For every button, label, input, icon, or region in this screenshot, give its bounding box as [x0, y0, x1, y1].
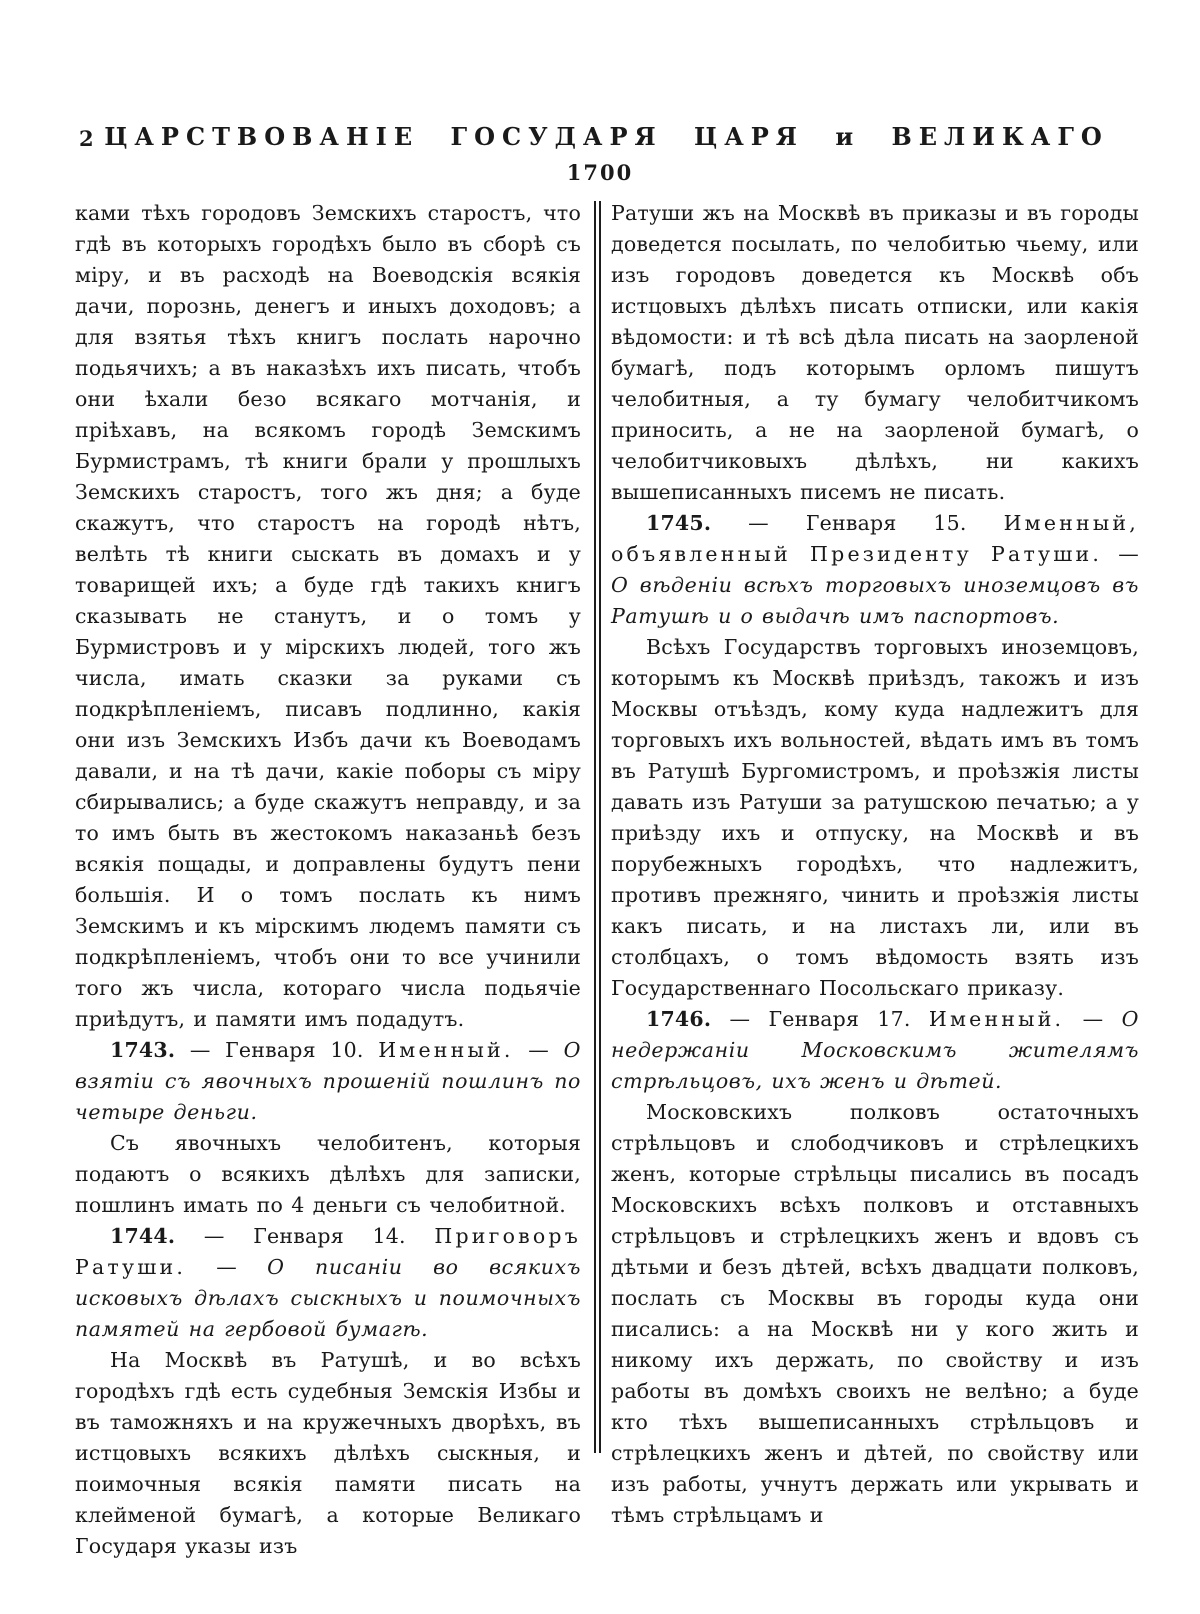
column-divider [594, 201, 601, 1453]
text-run-italic: О вѣденіи всѣхъ торговыхъ иноземцовъ въ Ратушѣ и о выдачѣ имъ паспортовъ. [611, 573, 1139, 628]
text-run-normal: — [186, 1255, 268, 1279]
paragraph [75, 1221, 581, 1345]
paragraph [75, 1345, 581, 1562]
text-run-normal: — Генваря 15. [711, 511, 1004, 535]
paragraph [75, 198, 581, 1035]
paragraph [75, 1128, 581, 1221]
text-run-normal: — Генваря 10. [175, 1038, 379, 1062]
text-run-bold: 1744. [110, 1224, 176, 1248]
text-run-spaced: Приговоръ Ратуши. [75, 1224, 581, 1279]
left-column [75, 198, 581, 1562]
text-run-normal: — [1102, 542, 1139, 566]
right-column [611, 198, 1139, 1531]
text-run-bold: 1743. [110, 1038, 176, 1062]
running-title: ЦАРСТВОВАНІЕ ГОСУДАРЯ ЦАРЯ и ВЕЛИКАГО [104, 122, 1109, 151]
text-run-normal: — Генваря 17. [711, 1007, 929, 1031]
text-run-normal: — [513, 1038, 564, 1062]
text-run-bold: 1745. [646, 511, 712, 535]
text-run-spaced: Именный. [928, 1007, 1065, 1031]
paragraph [611, 1097, 1139, 1531]
paragraph [611, 1004, 1139, 1097]
text-run-normal: Московскихъ полковъ остаточныхъ стрѣльцовъ и слободчиковъ и стрѣлецкихъ женъ, которые стрѣльцы писались въ посадъ Московскихъ всѣхъ полковъ и отставныхъ стрѣльцовъ и стрѣлецкихъ женъ и вдовъ съ дѣтьми и безъ дѣтей, всѣхъ двадцати полковъ, послать съ Москвы въ городы куда они писались: а на Москвѣ ни у кого жить и никому ихъ держать, по свойству и изъ работы въ домѣхъ своихъ не велѣно; а буде кто тѣхъ вышеписанныхъ стрѣльцовъ и стрѣлецкихъ женъ и дѣтей, по свойству или изъ работы, учнутъ держать или укрывать и тѣмъ стрѣльцамъ и [611, 1100, 1139, 1527]
paragraph [75, 1035, 581, 1128]
text-run-spaced: Именный, объявленный Президенту Ратуши. [611, 511, 1139, 566]
year-heading: 1700 [566, 160, 634, 185]
text-run-spaced: Именный. [378, 1038, 514, 1062]
text-run-italic: О взятіи съ явочныхъ прошеній пошлинъ по четыре деньги. [75, 1038, 581, 1124]
paragraph [611, 632, 1139, 1004]
text-run-italic: О недержаніи Московскимъ жителямъ стрѣльцовъ, ихъ женъ и дѣтей. [611, 1007, 1139, 1093]
page-number: 2 [79, 126, 95, 151]
paragraph [611, 198, 1139, 508]
text-columns [75, 198, 1141, 1562]
text-run-normal: ками тѣхъ городовъ Земскихъ старостъ, что гдѣ въ которыхъ городѣхъ было въ сборѣ съ міру, и въ расходѣ на Воеводскія всякія дачи, порознь, денегъ и иныхъ доходовъ; а для взятья тѣхъ книгъ послать нарочно подьячихъ; а въ наказѣхъ ихъ писать, чтобъ они ѣхали безо всякаго мотчанія, и пріѣхавъ, на всякомъ городѣ Земскимъ Бурмистрамъ, тѣ книги брали у прошлыхъ Земскихъ старостъ, того жъ дня; а буде скажутъ, что старостъ на городѣ нѣтъ, велѣть тѣ книги сыскать въ домахъ и у товарищей ихъ; а буде гдѣ такихъ книгъ сказывать не станутъ, и о томъ у Бурмистровъ и у мірскихъ людей, того жъ числа, имать сказки за руками съ подкрѣпленіемъ, писавъ подлинно, какія они изъ Земскихъ Избъ дачи къ Воеводамъ давали, и на тѣ дачи, какіе поборы съ міру сбирывались; а буде скажутъ неправду, и за то имъ быть въ жестокомъ наказаньѣ безъ всякія пощады, и доправлены будутъ пени большія. И о томъ послать къ нимъ Земскимъ и къ мірскимъ людемъ памяти съ подкрѣпленіемъ, чтобъ они то все учинили того жъ числа, котораго числа подьячіе приѣдутъ, и памяти имъ подадутъ. [75, 201, 581, 1031]
text-run-normal: Ратуши жъ на Москвѣ въ приказы и въ городы доведется посылать, по челобитью чьему, или изъ городовъ доведется къ Москвѣ объ истцовыхъ дѣлѣхъ писать отписки, или какія вѣдомости: и тѣ всѣ дѣла писать на заорленой бумагѣ, подъ которымъ орломъ пишутъ челобитныя, а ту бумагу челобитчикомъ приносить, а не на заорленой бумагѣ, о челобитчиковыхъ дѣлѣхъ, ни какихъ вышеписанныхъ писемъ не писать. [611, 201, 1139, 504]
page-header [75, 122, 1138, 156]
paragraph [611, 508, 1139, 632]
text-run-normal: Всѣхъ Государствъ торговыхъ иноземцовъ, которымъ къ Москвѣ приѣздъ, такожъ и изъ Москвы отъѣздъ, кому куда надлежитъ для торговыхъ ихъ вольностей, вѣдать имъ въ томъ въ Ратушѣ Бургомистромъ, и проѣзжія листы давать изъ Ратуши за ратушскою печатью; а у приѣзду ихъ и отпуску, на Москвѣ и въ порубежныхъ городѣхъ, что надлежитъ, противъ прежняго, чинить и проѣзжія листы какъ писать, и на листахъ ли, или въ столбцахъ, о томъ вѣдомость взять изъ Государственнаго Посольскаго приказу. [611, 635, 1139, 1000]
text-run-normal: Съ явочныхъ челобитенъ, которыя подаютъ о всякихъ дѣлѣхъ для записки, пошлинъ имать по 4 деньги съ челобитной. [75, 1131, 581, 1217]
text-run-normal: — Генваря 14. [175, 1224, 435, 1248]
text-run-normal: — [1064, 1007, 1122, 1031]
text-run-italic: О писаніи во всякихъ исковыхъ дѣлахъ сыскныхъ и поимочныхъ памятей на гербовой бумагѣ. [75, 1255, 582, 1341]
text-run-normal: На Москвѣ въ Ратушѣ, и во всѣхъ городѣхъ гдѣ есть судебныя Земскія Избы и въ таможняхъ и на кружечныхъ дворѣхъ, въ истцовыхъ всякихъ дѣлѣхъ сыскныя, и поимочныя всякія памяти писать на клейменой бумагѣ, а которые Великаго Государя указы изъ [75, 1348, 581, 1558]
text-run-bold: 1746. [646, 1007, 712, 1031]
